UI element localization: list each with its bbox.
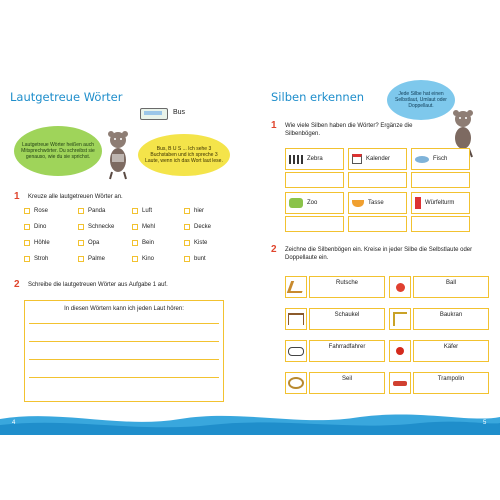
syllable-word-cell xyxy=(285,148,344,170)
word-item[interactable] xyxy=(78,208,105,214)
bus-icon xyxy=(140,108,168,120)
speech-bubble-yellow xyxy=(138,134,230,176)
checkbox[interactable] xyxy=(132,256,138,262)
word-box[interactable] xyxy=(309,340,385,362)
word-label: Schaukel xyxy=(334,312,360,318)
task-1-instruction: Kreuze alle lautgetreuen Wörter an. xyxy=(28,194,123,200)
word-item[interactable] xyxy=(132,224,155,230)
zoo-icon xyxy=(289,198,303,208)
zebra-icon xyxy=(289,155,303,164)
checkbox[interactable] xyxy=(24,240,30,246)
syllable-word-label: Tasse xyxy=(368,200,384,206)
word-label: Mehl xyxy=(142,224,156,230)
word-label: Kiste xyxy=(194,240,208,246)
word-label: Rose xyxy=(34,208,49,214)
syllable-word-label: Würfelturm xyxy=(425,200,455,206)
word-label: Schnecke xyxy=(88,224,115,230)
word-label: Kino xyxy=(142,256,155,262)
word-item[interactable] xyxy=(24,224,46,230)
word-label: Ball xyxy=(445,280,456,286)
word-label: Opa xyxy=(88,240,100,246)
checkbox[interactable] xyxy=(78,240,84,246)
syllable-arc-field[interactable] xyxy=(411,172,470,188)
word-item[interactable] xyxy=(24,208,48,214)
checkbox[interactable] xyxy=(24,208,30,214)
word-box[interactable] xyxy=(309,276,385,298)
checkbox[interactable] xyxy=(24,256,30,262)
left-page xyxy=(10,78,235,428)
checkbox[interactable] xyxy=(24,224,30,230)
word-box[interactable] xyxy=(309,372,385,394)
checkbox[interactable] xyxy=(132,208,138,214)
word-label: bunt xyxy=(194,256,206,262)
syllable-word-label: Zebra xyxy=(307,156,323,162)
right-page xyxy=(265,78,490,428)
ladybug-icon xyxy=(389,340,411,362)
syllable-arc-field[interactable] xyxy=(285,172,344,188)
checkbox[interactable] xyxy=(78,208,84,214)
speech-bubble-yellow-text: Bus, B U S ... Ich sehe 3 Buchstaben und ich spreche 3 Laute, wenn ich das Wort laut lese. xyxy=(145,145,223,165)
writing-line xyxy=(29,359,219,360)
word-checkbox-grid xyxy=(24,208,234,272)
word-box[interactable] xyxy=(413,340,489,362)
syllable-word-label: Fisch xyxy=(433,156,448,162)
syllable-word-cell xyxy=(285,192,344,214)
cyclist-icon xyxy=(285,340,307,362)
mouse-mascot-icon xyxy=(100,124,136,180)
writing-line xyxy=(29,377,219,378)
task-2-number: 2 xyxy=(271,244,277,255)
checkbox[interactable] xyxy=(184,208,190,214)
word-label: Käfer xyxy=(443,344,459,350)
word-item[interactable] xyxy=(78,224,114,230)
word-item[interactable] xyxy=(24,256,48,262)
word-label: Dino xyxy=(34,224,47,230)
syllable-arc-field[interactable] xyxy=(411,216,470,232)
word-label: Baukran xyxy=(439,312,463,318)
task-2-instruction: Schreibe die lautgetreuen Wörter aus Aufgabe 1 auf. xyxy=(28,282,168,288)
syllable-word-cell xyxy=(411,148,470,170)
writing-line xyxy=(29,341,219,342)
checkbox[interactable] xyxy=(184,224,190,230)
slide-icon xyxy=(285,276,307,298)
left-page-title: Lautgetreue Wörter xyxy=(10,90,123,104)
word-label: Bein xyxy=(142,240,155,246)
word-label: Fahrradfahrer xyxy=(328,344,366,350)
right-page-title: Silben erkennen xyxy=(271,90,365,104)
cup-icon xyxy=(352,200,364,207)
checkbox[interactable] xyxy=(184,240,190,246)
word-item[interactable] xyxy=(78,256,105,262)
word-label: hier xyxy=(194,208,205,214)
syllable-word-cell xyxy=(411,192,470,214)
task-2-instruction: Zeichne die Silbenbögen ein. Kreise in jeder Silbe die Selbstlaute oder Doppellaute ein. xyxy=(285,247,473,261)
checkbox[interactable] xyxy=(132,224,138,230)
crane-icon xyxy=(389,308,411,330)
word-label: Seil xyxy=(341,376,352,382)
syllable-word-label: Zoo xyxy=(307,200,318,206)
dice-tower-icon xyxy=(415,197,421,209)
syllable-arc-field[interactable] xyxy=(285,216,344,232)
word-item[interactable] xyxy=(184,208,204,214)
word-box[interactable] xyxy=(309,308,385,330)
word-label: Trampolin xyxy=(437,376,465,382)
writing-box[interactable] xyxy=(24,300,224,402)
task-1-instruction: Wie viele Silben haben die Wörter? Ergänze die Silbenbögen. xyxy=(285,123,413,137)
word-item[interactable] xyxy=(132,240,154,246)
writing-box-header: In diesen Wörtern kann ich jeden Laut hören: xyxy=(64,306,184,312)
fish-icon xyxy=(415,156,429,163)
bottom-wave-decoration xyxy=(0,405,500,435)
trampoline-icon xyxy=(389,372,411,394)
word-item[interactable] xyxy=(132,256,154,262)
checkbox[interactable] xyxy=(78,224,84,230)
task-2-number: 2 xyxy=(14,279,20,290)
checkbox[interactable] xyxy=(184,256,190,262)
word-box[interactable] xyxy=(413,308,489,330)
word-label: Palme xyxy=(88,256,106,262)
task-1-number: 1 xyxy=(14,191,20,202)
syllable-arc-field[interactable] xyxy=(348,172,407,188)
word-label: Panda xyxy=(88,208,106,214)
checkbox[interactable] xyxy=(132,240,138,246)
speech-bubble-green-text: Lautgetreue Wörter heißen auch Mitsprechwörter. Du schreibst sie genauso, wie du sie sprichst. xyxy=(21,141,95,161)
word-label: Luft xyxy=(142,208,153,214)
syllable-word-label: Kalender xyxy=(366,156,391,162)
word-item[interactable] xyxy=(78,240,99,246)
writing-line xyxy=(29,323,219,324)
word-label: Stroh xyxy=(34,256,49,262)
word-item[interactable] xyxy=(132,208,152,214)
syllable-word-cell xyxy=(348,192,407,214)
word-item[interactable] xyxy=(184,256,206,262)
ball-icon xyxy=(389,276,411,298)
swing-icon xyxy=(285,308,307,330)
page-number-right: 5 xyxy=(483,420,487,426)
word-item[interactable] xyxy=(184,224,211,230)
speech-bubble-blue-text: Jede Silbe hat einen Selbstlaut, Umlaut oder Doppellaut. xyxy=(395,90,447,110)
rope-icon xyxy=(285,372,307,394)
bus-label: Bus xyxy=(173,109,186,116)
syllable-word-cell xyxy=(348,148,407,170)
calendar-icon xyxy=(352,154,362,164)
syllable-arc-field[interactable] xyxy=(348,216,407,232)
word-label: Decke xyxy=(194,224,212,230)
word-item[interactable] xyxy=(184,240,207,246)
word-label: Höhle xyxy=(34,240,50,246)
word-item[interactable] xyxy=(24,240,50,246)
word-label: Rutsche xyxy=(335,280,358,286)
task-1-number: 1 xyxy=(271,120,277,131)
speech-bubble-green xyxy=(14,126,102,176)
word-box[interactable] xyxy=(413,372,489,394)
checkbox[interactable] xyxy=(78,256,84,262)
word-box[interactable] xyxy=(413,276,489,298)
page-number-left: 4 xyxy=(12,420,16,426)
